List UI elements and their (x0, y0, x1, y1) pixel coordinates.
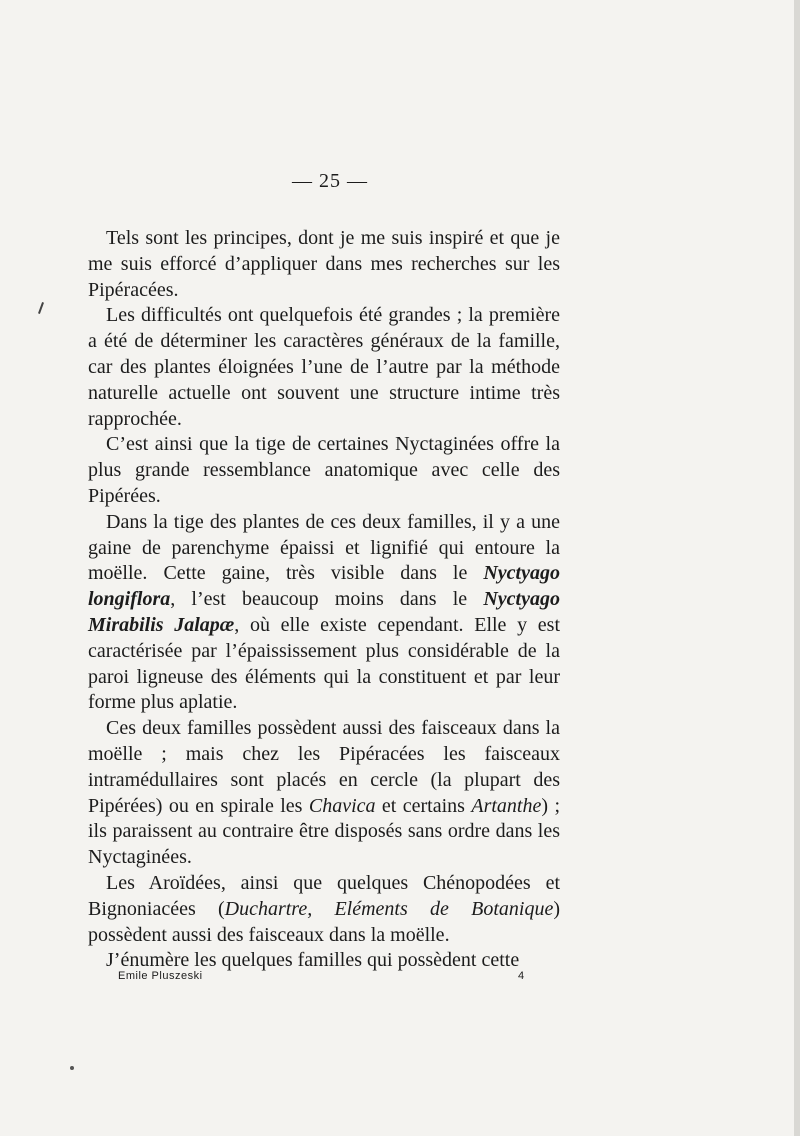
text-run: , l’est beaucoup moins dans le (170, 588, 484, 611)
species-name: Nyctyago Mirabilis Jalapæ (88, 588, 560, 636)
paragraph (88, 871, 560, 948)
citation: Duchartre, Eléments de Botanique (224, 897, 554, 920)
margin-mark (38, 302, 44, 314)
genus-name: Chavica (308, 794, 376, 817)
page-edge (794, 0, 800, 1136)
sheet-number: 4 (518, 970, 525, 982)
text-run: Les Aroïdées, ainsi que quelques Chénopodées et Bignoniacées ( (88, 871, 560, 920)
paragraph (88, 432, 560, 509)
page-number: — 25 — (292, 170, 368, 192)
text-run: J’énumère les quelques familles qui possèdent cette (106, 949, 520, 972)
text-run: Les difficultés ont quelquefois été grandes ; la première a été de déterminer les caractères généraux de la famille, car des plantes éloignées l’une de l’autre par la méthode naturelle actuelle ont souvent une structure intime très rapprochée. (88, 304, 560, 430)
margin-dot (70, 1066, 74, 1070)
paragraph (88, 226, 560, 303)
text-run: ) possèdent aussi des faisceaux dans la moëlle. (88, 897, 560, 946)
paragraph (88, 303, 560, 432)
text-run: ) ; ils paraissent au contraire être disposés sans ordre dans les Nyctaginées. (88, 794, 560, 869)
paragraph (88, 510, 560, 716)
paragraph (88, 716, 560, 871)
text-run: Tels sont les principes, dont je me suis inspiré et que je me suis efforcé d’appliquer dans mes recherches sur les Pipéracées. (88, 227, 560, 301)
text-run: Ces deux familles possèdent aussi des faisceaux dans la moëlle ; mais chez les Pipéracées les faisceaux intramédullaires sont placés en cercle (la plupart des Pipérées) ou en spirale les (88, 717, 560, 817)
body-text (88, 226, 560, 974)
genus-name: Artanthe (471, 794, 542, 817)
species-name: Nyctyago longiflora (88, 562, 560, 611)
text-run: et certains (375, 794, 472, 817)
text-run: Dans la tige des plantes de ces deux familles, il y a une gaine de parenchyme épaissi et lignifié qui entoure la moëlle. Cette gaine, très visible dans le (88, 510, 560, 585)
printer-signature: Emile Pluszeski (118, 970, 203, 982)
text-run: C’est ainsi que la tige de certaines Nyctaginées offre la plus grande ressemblance anatomique avec celle des Pipérées. (88, 433, 560, 507)
text-run: , où elle existe cependant. Elle y est caractérisée par l’épaississement plus considérable de la paroi ligneuse des éléments qui la constituent et par leur forme plus aplatie. (88, 613, 561, 714)
